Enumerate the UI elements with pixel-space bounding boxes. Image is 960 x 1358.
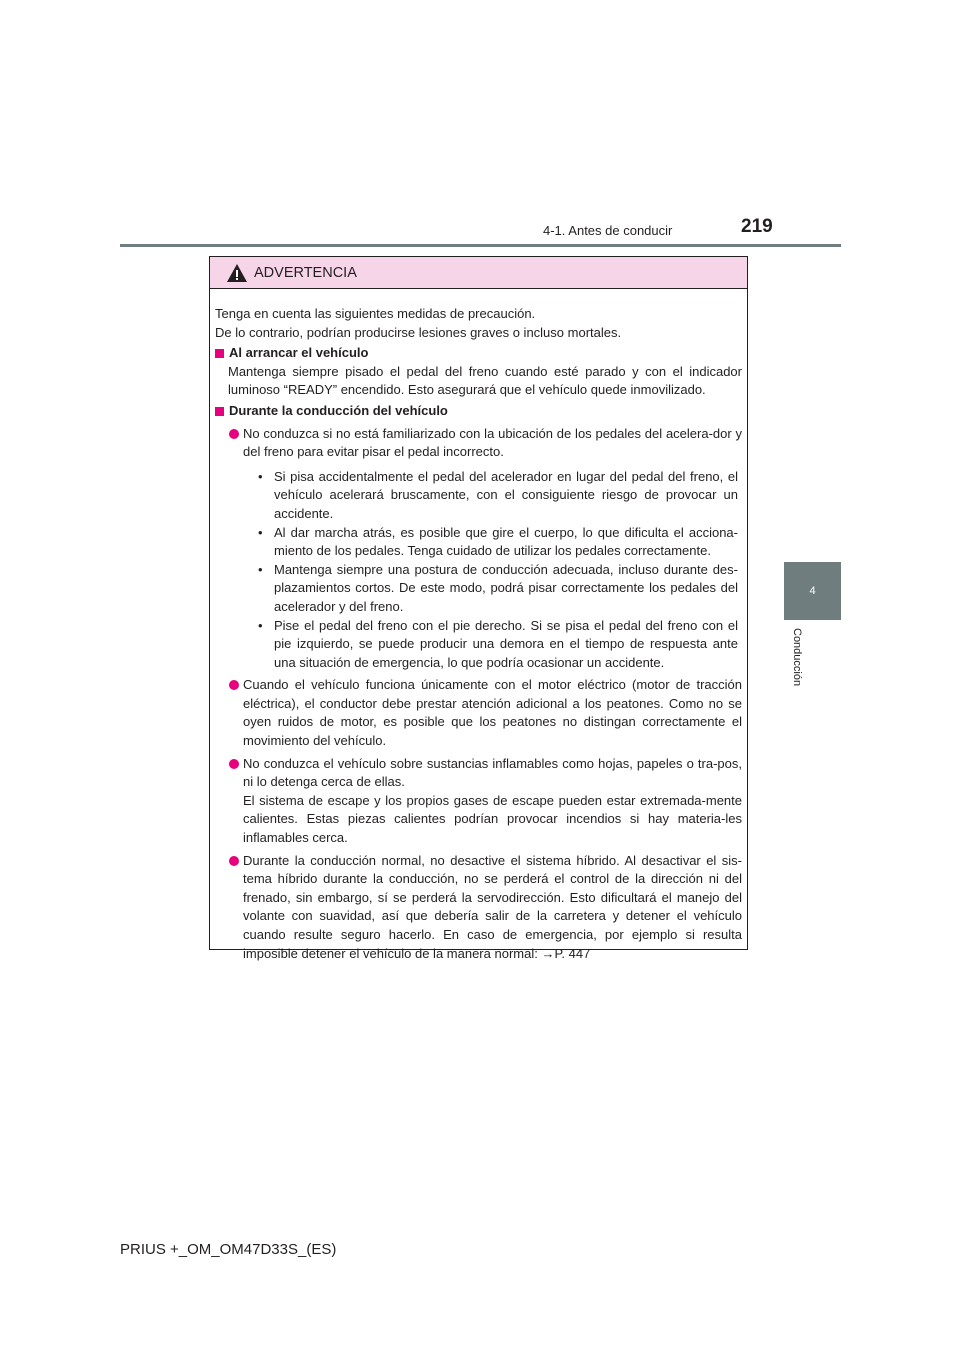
- document-code: PRIUS +_OM_OM47D33S_(ES): [120, 1241, 337, 1258]
- list-item: No conduzca si no está familiarizado con la ubicación de los pedales del acelera-dor y del freno para evitar pisar el pedal incorrecto.: [215, 425, 742, 462]
- warning-triangle-icon: [226, 263, 248, 283]
- warning-intro-line: De lo contrario, podrían producirse lesiones graves o incluso mortales.: [215, 324, 622, 340]
- list-item-text: El sistema de escape y los propios gases de escape pueden estar extremada-mente calientes. Estas piezas calientes podrían provocar incendios si hay materia-les inflamables cerca.: [243, 792, 742, 846]
- dot-bullet-icon: •: [258, 617, 263, 633]
- dot-bullet-icon: •: [258, 468, 263, 484]
- sub-bullet-item: • Mantenga siempre una postura de conducción adecuada, incluso durante des-plazamientos cortos. De este modo, podrá pisar correctamente los pedales del acelerador y del freno.: [215, 561, 742, 617]
- square-bullet-icon: [215, 349, 224, 358]
- warning-header: [210, 257, 747, 289]
- list-item-text: No conduzca el vehículo sobre sustancias inflamables como hojas, papeles o tra-pos, ni lo detenga cerca de ellas.: [243, 755, 742, 790]
- section-text-start: Mantenga siempre pisado el pedal del freno cuando esté parado y con el indicador luminoso “READY” encendido. Esto asegurará que el vehículo quede inmovilizado.: [228, 363, 742, 398]
- section-heading-driving: Durante la conducción del vehículo: [215, 402, 742, 421]
- header-divider: [120, 244, 841, 247]
- warning-body: [210, 289, 747, 963]
- circle-bullet-icon: [229, 429, 239, 439]
- circle-bullet-icon: [229, 759, 239, 769]
- square-bullet-icon: [215, 407, 224, 416]
- chapter-section-title: 4-1. Antes de conducir: [543, 223, 673, 238]
- sub-bullet-list: [215, 468, 742, 673]
- list-item: Durante la conducción normal, no desactive el sistema híbrido. Al desactivar el sis-tema híbrido durante la conducción, no se perderá el control de la dirección ni del frenado, sin embargo, sí se perderá la servodirección. Esto dificultará el manejo del volante con suavidad, así que debería salir de la carretera y detener el vehículo cuando resulte seguro hacerlo. En caso de emergencia, por ejemplo si resulta imposible detener el vehículo de la manera normal: →P. 447: [215, 852, 742, 964]
- chapter-tab: [784, 562, 841, 620]
- warning-box: [209, 256, 748, 961]
- sub-bullet-item: • Pise el pedal del freno con el pie derecho. Si se pisa el pedal del freno con el pie izquierdo, se puede producir una demora en el tiempo de respuesta ante una situación de emergencia, lo que podría ocasionar un accidente.: [215, 617, 742, 673]
- dot-bullet-icon: •: [258, 524, 263, 540]
- chapter-tab-number: 4: [809, 585, 816, 597]
- warning-intro-line: Tenga en cuenta las siguientes medidas de precaución.: [215, 306, 536, 321]
- circle-bullet-icon: [229, 680, 239, 690]
- warning-title: ADVERTENCIA: [254, 264, 357, 281]
- sub-bullet-item: • Si pisa accidentalmente el pedal del acelerador en lugar del pedal del freno, el vehículo acelerará bruscamente, con el consiguiente riesgo de provocar un accidente.: [215, 468, 742, 524]
- page-number: 219: [741, 216, 773, 237]
- list-item: [215, 755, 742, 848]
- chapter-tab-label: Conducción: [791, 628, 803, 687]
- circle-bullet-icon: [229, 856, 239, 866]
- section-heading-start: Al arrancar el vehículo: [215, 344, 742, 363]
- sub-bullet-item: • Al dar marcha atrás, es posible que gire el cuerpo, lo que dificulta el acciona-miento de los pedales. Tenga cuidado de utilizar los pedales correctamente.: [215, 524, 742, 561]
- list-item: Cuando el vehículo funciona únicamente con el motor eléctrico (motor de tracción eléctrica), el conductor debe prestar atención adicional a los peatones. Como no se oyen ruidos de motor, es posible que los peatones no distingan correctamente el movimiento del vehículo.: [215, 676, 742, 750]
- dot-bullet-icon: •: [258, 561, 263, 577]
